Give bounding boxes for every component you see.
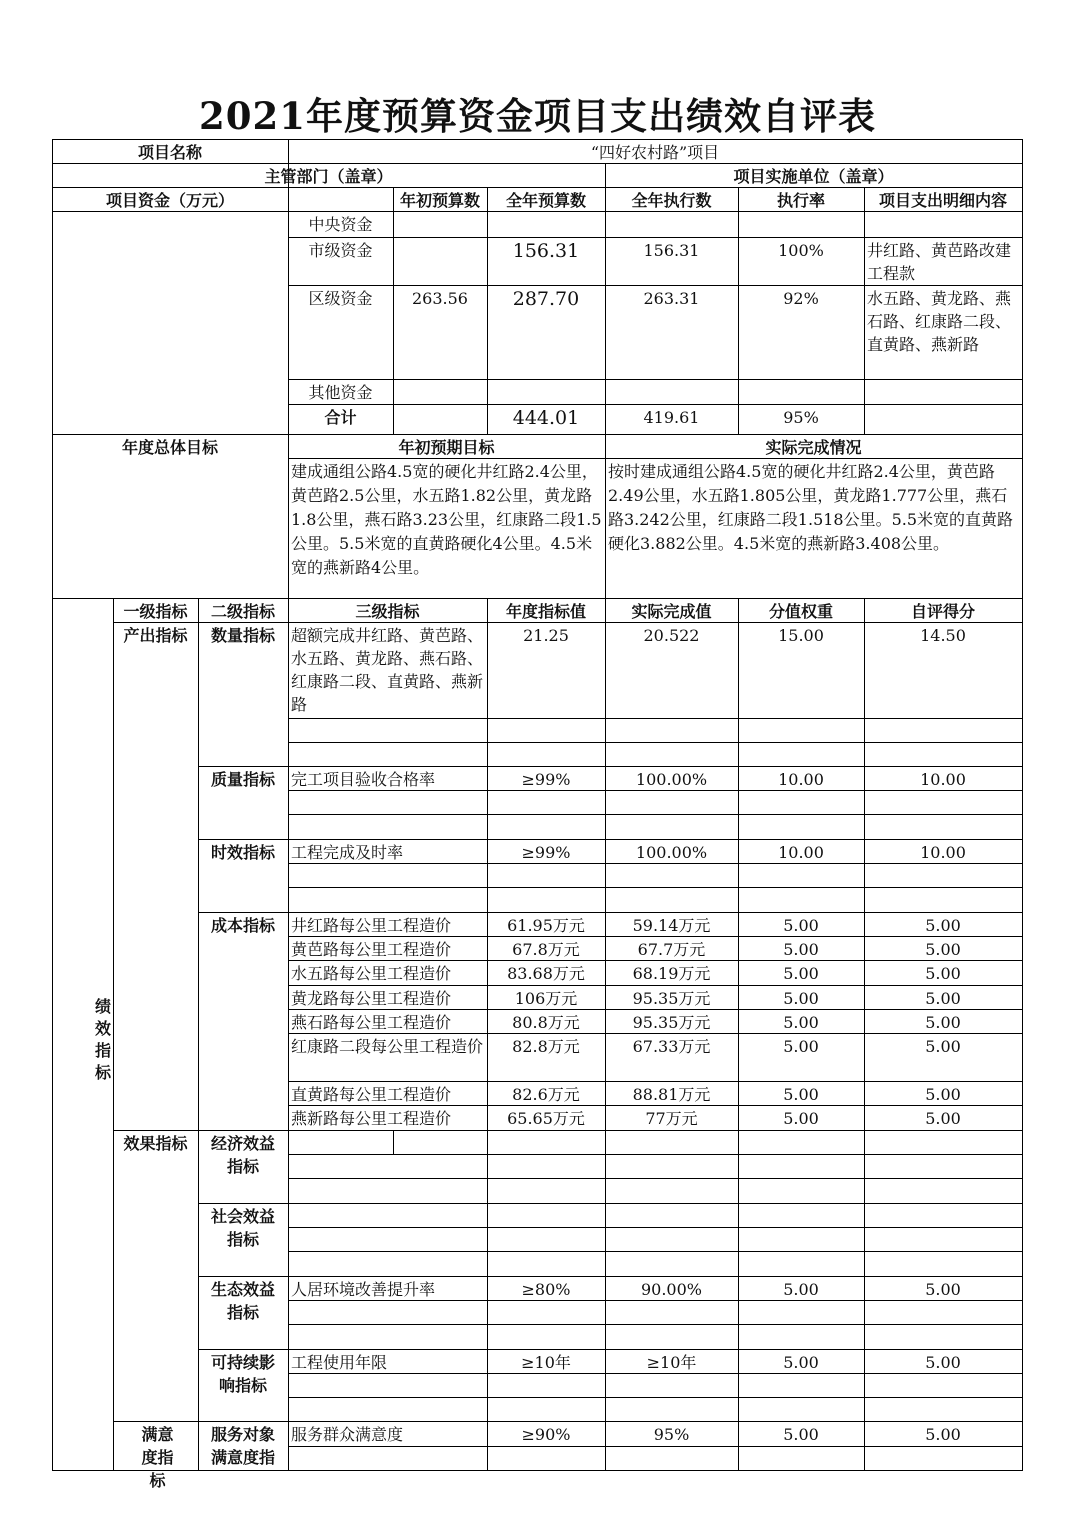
level2-quantity: 数量指标 — [210, 626, 275, 645]
grid-hline — [198, 912, 288, 913]
indicator-actual: 95.35万元 — [632, 989, 711, 1008]
indicator-actual: 95.35万元 — [632, 1013, 711, 1032]
indicator-score: 10.00 — [920, 843, 966, 862]
expected-goal-header: 年初预期目标 — [398, 438, 495, 457]
level2-cost: 成本指标 — [210, 916, 275, 935]
indicator-weight: 5.00 — [783, 1085, 819, 1104]
fund-annual-cell: 287.70 — [512, 288, 580, 310]
indicator-header-5: 分值权重 — [768, 602, 833, 621]
indicator-score: 5.00 — [925, 1085, 961, 1104]
indicator-header-4: 实际完成值 — [631, 602, 712, 621]
indicator-name: 燕新路每公里工程造价 — [291, 1109, 452, 1128]
indicator-name: 工程完成及时率 — [291, 843, 404, 862]
indicator-name: 人居环境改善提升率 — [291, 1280, 436, 1299]
actual-result-text: 按时建成通组公路4.5宽的硬化井红路2.4公里，黄芭路2.49公里，水五路1.805公里，黄龙路1.777公里，燕石路3.242公里，红康路二段1.518公里。5.5米宽的直黄路硬化3.882公里。4.5米宽的燕新路3.408公里。 — [608, 462, 1014, 553]
indicator-name: 完工项目验收合格率 — [291, 770, 436, 789]
indicator-target: 65.65万元 — [507, 1109, 585, 1128]
grid-hline — [288, 1227, 1022, 1228]
grid-hline — [288, 404, 1022, 405]
indicator-name: 黄芭路每公里工程造价 — [291, 940, 452, 959]
indicator-score: 5.00 — [925, 1037, 961, 1056]
fund-name-cell: 中央资金 — [308, 215, 373, 234]
indicator-target: ≥10年 — [521, 1353, 571, 1372]
grid-vline — [605, 187, 606, 434]
grid-hline — [113, 1421, 288, 1422]
level2-service: 服务对象满意度指 — [210, 1425, 275, 1467]
grid-hline — [288, 742, 1022, 743]
grid-hline — [198, 1203, 288, 1204]
indicator-name: 超额完成井红路、黄芭路、水五路、黄龙路、燕石路、红康路二段、直黄路、燕新路 — [291, 626, 484, 714]
level1-effect: 效果指标 — [123, 1134, 188, 1153]
funds-label: 项目资金（万元） — [105, 191, 234, 210]
project-name-label: 项目名称 — [137, 143, 202, 162]
indicator-name: 工程使用年限 — [291, 1353, 388, 1372]
indicator-weight: 15.00 — [778, 626, 824, 645]
grid-vline — [393, 187, 394, 434]
grid-hline — [198, 1276, 288, 1277]
indicator-score: 14.50 — [920, 626, 966, 645]
indicator-weight: 5.00 — [783, 916, 819, 935]
level2-ecological: 生态效益指标 — [210, 1280, 275, 1322]
grid-hline — [288, 1276, 1022, 1277]
indicator-actual: 67.33万元 — [632, 1037, 711, 1056]
fund-detail-cell: 水五路、黄龙路、燕石路、红康路二段、直黄路、燕新路 — [867, 289, 1012, 354]
page-title: 2021年度预算资金项目支出绩效自评表 — [199, 94, 876, 138]
indicator-target: 82.8万元 — [512, 1037, 580, 1056]
indicator-header-6: 自评得分 — [910, 602, 975, 621]
indicator-header-0: 一级指标 — [123, 602, 188, 621]
funds-header-detail: 项目支出明细内容 — [878, 191, 1007, 210]
fund-rate-cell: 92% — [783, 289, 819, 308]
indicator-score: 5.00 — [925, 964, 961, 983]
indicator-name: 燕石路每公里工程造价 — [291, 1013, 452, 1032]
grid-hline — [288, 1130, 1022, 1131]
grid-hline — [198, 839, 288, 840]
indicator-actual: ≥10年 — [646, 1353, 697, 1372]
level2-quality: 质量指标 — [210, 770, 275, 789]
indicator-actual: 20.522 — [643, 626, 700, 645]
indicator-weight: 5.00 — [783, 1280, 819, 1299]
indicator-header-2: 三级指标 — [355, 602, 420, 621]
indicator-target: ≥80% — [521, 1280, 571, 1299]
grid-hline — [288, 1397, 1022, 1398]
indicator-actual: 88.81万元 — [632, 1085, 711, 1104]
funds-header-initial: 年初预算数 — [399, 191, 480, 210]
grid-hline — [288, 285, 1022, 286]
indicator-actual: 100.00% — [635, 770, 708, 789]
indicator-actual: 67.7万元 — [637, 940, 706, 959]
indicator-score: 5.00 — [925, 940, 961, 959]
fund-rate-cell: 95% — [783, 408, 819, 427]
grid-hline — [288, 766, 1022, 767]
fund-executed-cell: 156.31 — [643, 241, 700, 260]
indicator-score: 5.00 — [925, 1280, 961, 1299]
indicator-weight: 5.00 — [783, 940, 819, 959]
indicator-name: 井红路每公里工程造价 — [291, 916, 452, 935]
grid-hline — [288, 1251, 1022, 1252]
indicator-name: 红康路二段每公里工程造价 — [291, 1037, 484, 1056]
grid-hline — [288, 379, 1022, 380]
indicator-target: 67.8万元 — [512, 940, 580, 959]
grid-hline — [113, 1130, 288, 1131]
grid-hline — [52, 434, 1022, 435]
grid-hline — [288, 912, 1022, 913]
grid-hline — [288, 887, 1022, 888]
funds-header-annual: 全年预算数 — [505, 191, 586, 210]
grid-hline — [288, 237, 1022, 238]
indicator-score: 5.00 — [925, 1353, 961, 1372]
fund-name-cell: 市级资金 — [308, 241, 373, 260]
indicator-name: 服务群众满意度 — [291, 1425, 404, 1444]
actual-result-header: 实际完成情况 — [765, 438, 862, 457]
indicator-target: 80.8万元 — [512, 1013, 580, 1032]
indicator-weight: 5.00 — [783, 964, 819, 983]
fund-annual-cell: 156.31 — [512, 240, 580, 262]
indicator-actual: 59.14万元 — [632, 916, 711, 935]
indicator-name: 黄龙路每公里工程造价 — [291, 989, 452, 1008]
indicator-score: 5.00 — [925, 916, 961, 935]
grid-hline — [288, 839, 1022, 840]
indicator-weight: 5.00 — [783, 1425, 819, 1444]
fund-executed-cell: 419.61 — [643, 408, 700, 427]
level2-timeliness: 时效指标 — [210, 843, 275, 862]
grid-hline — [288, 1178, 1022, 1179]
indicator-score: 5.00 — [925, 1013, 961, 1032]
grid-hline — [288, 985, 1022, 986]
funds-header-executed: 全年执行数 — [631, 191, 712, 210]
indicator-score: 5.00 — [925, 1109, 961, 1128]
indicator-actual: 100.00% — [635, 843, 708, 862]
indicator-target: 106万元 — [514, 989, 578, 1008]
fund-detail-cell: 井红路、黄芭路改建工程款 — [867, 241, 1012, 283]
expected-goal-text: 建成通组公路4.5宽的硬化井红路2.4公里，黄芭路2.5公里，水五路1.82公里，黄龙路1.8公里，燕石路3.23公里，红康路二段1.5公里。5.5米宽的直黄路硬化4公里。4.5米宽的燕新路4公里。 — [291, 462, 602, 577]
level1-output: 产出指标 — [123, 626, 188, 645]
indicator-header-1: 二级指标 — [210, 602, 275, 621]
fund-rate-cell: 100% — [778, 241, 824, 260]
level2-economic: 经济效益指标 — [210, 1134, 275, 1176]
grid-hline — [288, 1324, 1022, 1325]
level2-sustainable: 可持续影响指标 — [210, 1353, 275, 1395]
project-name-value: “四好农村路”项目 — [590, 143, 720, 162]
indicator-score: 5.00 — [925, 1425, 961, 1444]
indicator-target: 21.25 — [523, 626, 569, 645]
indicator-target: 61.95万元 — [507, 916, 585, 935]
grid-hline — [288, 1421, 1022, 1422]
indicator-target: ≥99% — [521, 843, 571, 862]
indicator-name: 水五路每公里工程造价 — [291, 964, 452, 983]
grid-vline — [113, 598, 114, 1471]
indicator-actual: 77万元 — [645, 1109, 698, 1128]
grid-hline — [288, 1203, 1022, 1204]
indicator-actual: 68.19万元 — [632, 964, 711, 983]
indicator-weight: 10.00 — [778, 770, 824, 789]
indicator-weight: 5.00 — [783, 1353, 819, 1372]
grid-hline — [288, 1446, 1022, 1447]
level2-social: 社会效益指标 — [210, 1207, 275, 1249]
indicator-weight: 5.00 — [783, 1109, 819, 1128]
fund-executed-cell: 263.31 — [643, 289, 700, 308]
grid-hline — [198, 766, 288, 767]
indicator-weight: 5.00 — [783, 1037, 819, 1056]
indicator-target: ≥90% — [521, 1425, 571, 1444]
grid-vline — [738, 187, 739, 434]
indicator-header-3: 年度指标值 — [505, 602, 586, 621]
grid-hline — [198, 1349, 288, 1350]
grid-vline — [393, 1130, 394, 1154]
indicator-weight: 10.00 — [778, 843, 824, 862]
indicator-actual: 95% — [653, 1425, 690, 1444]
indicator-actual: 90.00% — [640, 1280, 702, 1299]
grid-hline — [288, 814, 1022, 815]
grid-hline — [288, 1154, 1022, 1155]
grid-hline — [288, 718, 1022, 719]
indicator-target: 82.6万元 — [512, 1085, 580, 1104]
indicator-target: 83.68万元 — [507, 964, 585, 983]
funds-header-rate: 执行率 — [776, 191, 825, 210]
fund-initial-cell: 263.56 — [412, 289, 468, 308]
fund-name-cell: 合计 — [324, 408, 357, 427]
indicator-score: 5.00 — [925, 989, 961, 1008]
indicator-target: ≥99% — [521, 770, 571, 789]
indicator-weight: 5.00 — [783, 989, 819, 1008]
indicator-score: 10.00 — [920, 770, 966, 789]
grid-hline — [288, 1349, 1022, 1350]
grid-vline — [198, 598, 199, 1471]
fund-name-cell: 区级资金 — [308, 289, 373, 308]
annual-goal-label: 年度总体目标 — [121, 438, 218, 457]
performance-indicator-side-label: 绩效指标 — [94, 997, 111, 1082]
grid-hline — [288, 1081, 1022, 1082]
fund-annual-cell: 444.01 — [512, 407, 580, 429]
level1-satisfaction: 满意度指标 — [141, 1425, 174, 1490]
indicator-weight: 5.00 — [783, 1013, 819, 1032]
fund-name-cell: 其他资金 — [308, 383, 373, 402]
impl-label: 项目实施单位（盖章） — [733, 167, 894, 186]
indicator-name: 直黄路每公里工程造价 — [291, 1085, 452, 1104]
dept-label: 主管部门（盖章） — [264, 167, 393, 186]
